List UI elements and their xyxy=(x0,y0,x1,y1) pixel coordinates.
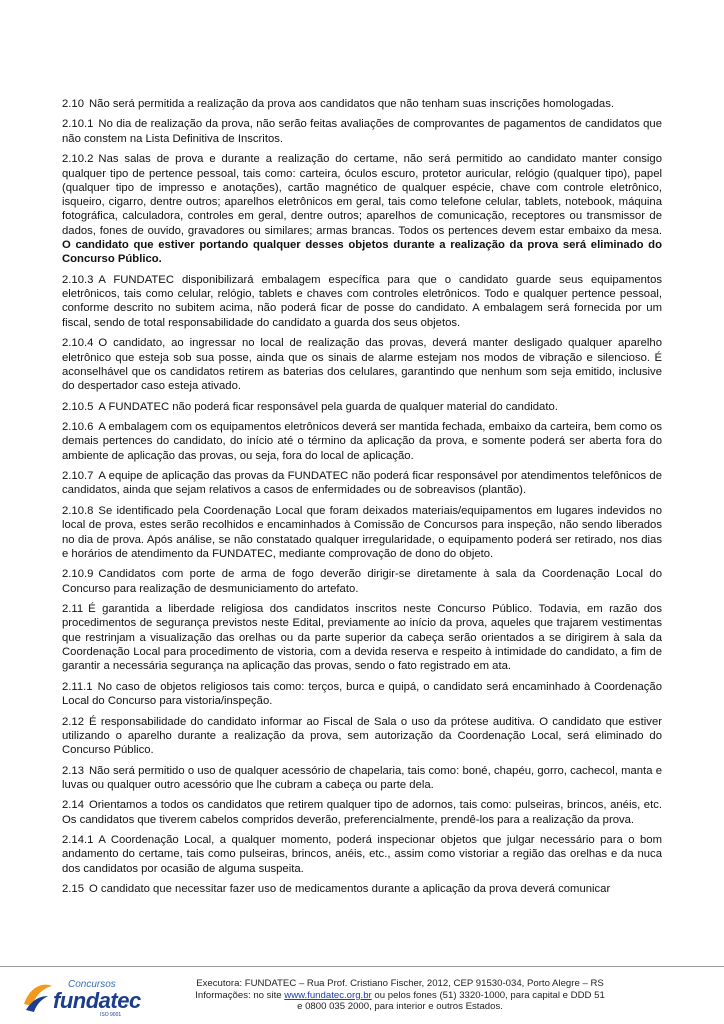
paragraph-text: Nas salas de prova e durante a realização do certame, não será permitido ao candidato manter consigo qualquer tipo de pertence pessoal, tais como: carteira, óculos escuro, protetor auricular, relógio (qualquer tipo), papel (qualquer tipo de impresso e anotações), cartão magnético de qualquer espécie, chave com controle eletrônico, isqueiro, cigarro, dentre outros; aparelhos eletrônicos em geral, tais como telefone celular, tablets, notebook, máquina fotográfica, calculadora, controles em geral, dentre outros; aparelhos de comunicação, receptores ou transmissor de dados, fones de ouvido, gravadores ou similares; armas brancas. Todos os pertences devem estar embaixo da mesa. xyxy=(62,153,662,237)
paragraph-text: No dia de realização da prova, não serão feitas avaliações de comprovantes de pagamentos de candidatos que não constem na Lista Definitiva de Inscritos. xyxy=(62,118,662,145)
document-body xyxy=(62,97,662,903)
paragraph-number: 2.10.2 xyxy=(62,153,94,166)
footer-line-2-post: ou pelos fones (51) 3320-1000, para capital e DDD 51 xyxy=(371,989,605,1001)
fundatec-logo-mark-icon xyxy=(18,976,58,1016)
paragraph-item xyxy=(62,152,662,266)
paragraph-text: Candidatos com porte de arma de fogo deverão dirigir-se diretamente à sala da Coordenação Local do Concurso para realização de desmuniciamento do artefato. xyxy=(62,568,662,595)
paragraph-number: 2.10.4 xyxy=(62,337,94,350)
paragraph-item xyxy=(62,567,662,596)
logo-subtitle: Concursos xyxy=(68,979,116,990)
paragraph-number: 2.14 xyxy=(62,799,84,812)
paragraph-item xyxy=(62,798,662,827)
paragraph-text: O candidato que necessitar fazer uso de medicamentos durante a aplicação da prova deverá comunicar xyxy=(89,883,611,896)
paragraph-number: 2.10 xyxy=(62,98,84,110)
paragraph-number: 2.10.6 xyxy=(62,421,94,434)
paragraph-number: 2.14.1 xyxy=(62,834,94,847)
paragraph-text: Não será permitida a realização da prova aos candidatos que não tenham suas inscrições homologadas. xyxy=(89,98,614,110)
footer-line-3: e 0800 035 2000, para interior e outros Estados. xyxy=(297,1001,503,1013)
paragraph-text: Não será permitido o uso de qualquer acessório de chapelaria, tais como: boné, chapéu, gorro, cachecol, manta e luvas ou qualquer outro acessório que lhe cubram a cabeça ou parte dela. xyxy=(62,764,662,791)
paragraph-text: A Coordenação Local, a qualquer momento, poderá inspecionar objetos que julgar necessário para o bom andamento do certame, tais como pulseiras, brincos, anéis, etc., assim como vistoriar a região das orelhas e da nuca dos candidatos por ocasião de alguma suspeita. xyxy=(62,834,662,875)
paragraph-number: 2.10.5 xyxy=(62,400,94,413)
footer-contact xyxy=(160,978,640,1013)
paragraph-item xyxy=(62,273,662,330)
logo-wordmark: fundatec xyxy=(53,988,141,1013)
footer-line-2-pre: Informações: no site xyxy=(195,989,285,1001)
paragraph-item xyxy=(62,420,662,463)
page-footer xyxy=(0,970,724,1024)
paragraph-item xyxy=(62,764,662,793)
footer-line-1: Executora: FUNDATEC – Rua Prof. Cristiano Fischer, 2012, CEP 91530-034, Porto Alegre – RS xyxy=(196,978,604,989)
paragraph-item xyxy=(62,504,662,561)
fundatec-logo xyxy=(18,972,141,1020)
paragraph-number: 2.10.3 xyxy=(62,273,94,286)
paragraph-number: 2.15 xyxy=(62,883,84,896)
paragraph-text: No caso de objetos religiosos tais como: terços, burca e quipá, o candidato será encaminhado à Coordenação Local do Concurso para vistoria/inspeção. xyxy=(62,680,662,708)
logo-iso-mark: ISO 9001 xyxy=(100,1012,122,1018)
footer-line-2 xyxy=(160,990,640,1002)
paragraph-item xyxy=(62,602,662,673)
paragraph-text: A embalagem com os equipamentos eletrônicos deverá ser mantida fechada, embaixo da carteira, bem como os demais pertences do candidato, do início até o término da aplicação da prova, e somente poderá ser aberta fora do ambiente de aplicação das provas, ou seja, fora do local de aplicação. xyxy=(62,421,662,462)
paragraph-text: A FUNDATEC não poderá ficar responsável pela guarda de qualquer material do candidato. xyxy=(98,400,558,413)
footer-divider xyxy=(0,966,724,967)
paragraph-item xyxy=(62,400,662,414)
paragraph-text: A FUNDATEC disponibilizará embalagem específica para que o candidato guarde seus equipamentos eletrônicos, tais como celular, relógio, tablets e chaves com controles eletrônicos. Todo e qualquer pertence pessoal, conforme descrito no subitem acima, não poderá ficar de posse do candidato. A embalagem será fornecida por um fiscal, sendo de total responsabilidade do candidato a guarda dos seus objetos. xyxy=(62,273,662,329)
paragraph-text: A equipe de aplicação das provas da FUNDATEC não poderá ficar responsável por atendimentos telefônicos de candidatos, ainda que sejam relativos a casos de enfermidades ou de sobreavisos (plantão). xyxy=(62,470,662,497)
paragraph-bold-text: O candidato que estiver portando qualquer desses objetos durante a realização da prova será eliminado do Concurso Público. xyxy=(62,239,662,266)
paragraph-item xyxy=(62,680,662,709)
paragraph-number: 2.10.8 xyxy=(62,504,94,517)
paragraph-item xyxy=(62,469,662,498)
paragraph-text: Orientamos a todos os candidatos que retirem qualquer tipo de adornos, tais como: pulseiras, brincos, anéis, etc. Os candidatos que tiverem cabelos compridos deverão, preferencialmente, prendê-los para a realização da prova. xyxy=(62,799,662,826)
paragraph-item xyxy=(62,882,662,896)
paragraph-text: O candidato, ao ingressar no local de realização das provas, deverá manter desligado qualquer aparelho eletrônico que esteja sob sua posse, ainda que os sinais de alarme estejam nos modos de vibração e silencioso. É aconselhável que os candidatos retirem as baterias dos celulares, garantindo que nenhum som seja emitido, inclusive do despertador caso esteja ativado. xyxy=(62,337,662,393)
paragraph-number: 2.11 xyxy=(62,603,84,616)
paragraph-number: 2.12 xyxy=(62,715,84,728)
paragraph-number: 2.10.1 xyxy=(62,118,94,131)
paragraph-text: Se identificado pela Coordenação Local que foram deixados materiais/equipamentos em lugares indevidos no local de prova, estes serão recolhidos e encaminhados à Comissão de Concursos para inspeção, não sendo liberados no dia de prova. Após análise, se não constatado qualquer irregularidade, o equipamento poderá ser retirado, nos dias e horários de atendimento da FUNDATEC, mediante comprovação de dono do objeto. xyxy=(62,504,662,560)
fundatec-site-link[interactable]: www.fundatec.org.br xyxy=(284,989,372,1001)
paragraph-item xyxy=(62,833,662,876)
paragraph-item xyxy=(62,715,662,758)
paragraph-number: 2.10.7 xyxy=(62,470,94,483)
paragraph-text: É responsabilidade do candidato informar ao Fiscal de Sala o uso da prótese auditiva. O candidato que estiver utilizando o aparelho durante a realização da prova, sem autorização da Coordenação Local, será eliminado do Concurso Público. xyxy=(62,715,662,757)
paragraph-number: 2.10.9 xyxy=(62,568,94,581)
paragraph-text: É garantida a liberdade religiosa dos candidatos inscritos neste Concurso Público. Todavia, em razão dos procedimentos de segurança previstos neste Edital, previamente ao início da prova, aqueles que trajarem vestimentas que restrinjam a visualização das orelhas ou da parte superior da cabeça serão orientados a se dirigirem à sala da Coordenação Local para procedimento de vistoria, com a devida reserva e respeito à intimidade do candidato, a fim de garantir a necessária segurança na aplicação das provas, sendo o fato registrado em ata. xyxy=(62,603,662,673)
paragraph-number: 2.11.1 xyxy=(62,680,93,693)
paragraph-item xyxy=(62,336,662,393)
paragraph-number: 2.13 xyxy=(62,764,84,777)
paragraph-item xyxy=(62,117,662,146)
paragraph-item xyxy=(62,97,662,111)
